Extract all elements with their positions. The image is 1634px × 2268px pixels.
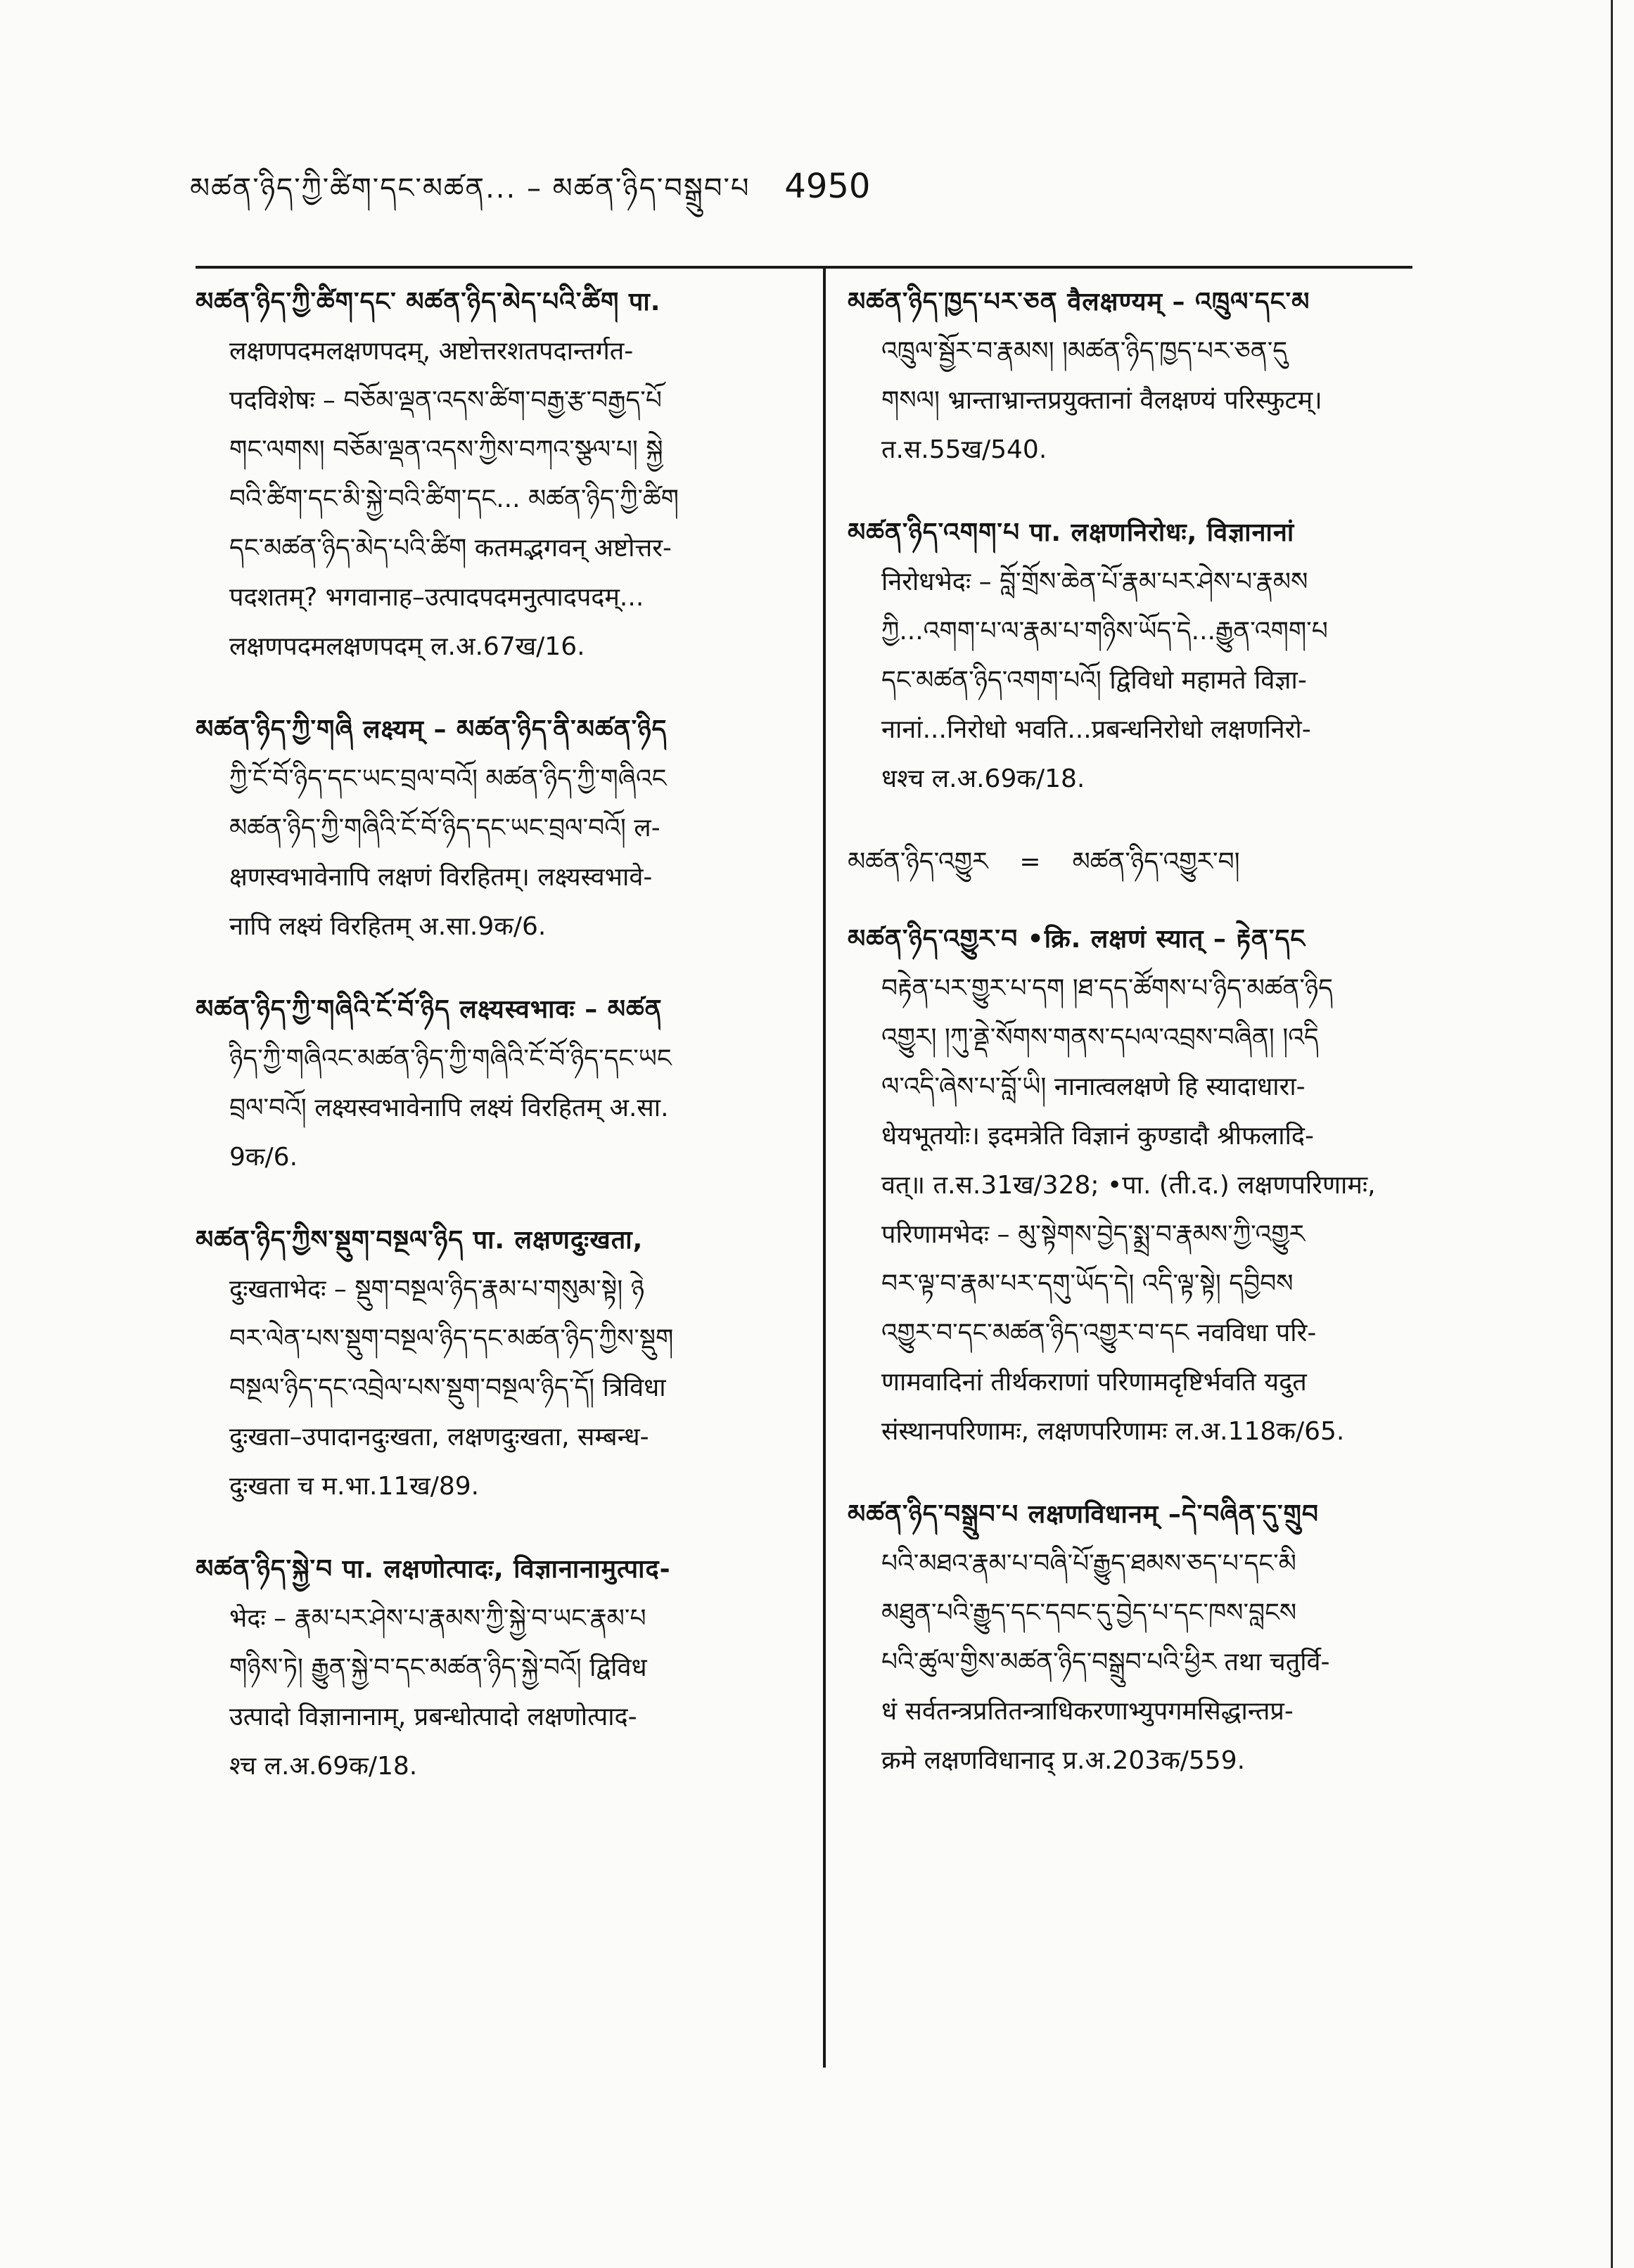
entry-text-line: दुःखताभेदः – སྡུག་བསྔལ་ཉིད་རྣམ་པ་གསུམ་སྟེ། ཉེ — [229, 1275, 644, 1304]
entry-text-line: भेदः – རྣམ་པར་ཤེས་པ་རྣམས་ཀྱི་སྐྱེ་བ་ཡང་རྣམ་པ — [229, 1604, 646, 1633]
entry-text-line: क्षणस्वभावेनापि लक्षणं विरहितम्। लक्ष्यस्वभावे- — [229, 863, 653, 892]
dictionary-entry — [196, 278, 800, 672]
cross-reference-right: མཚན་ཉིད་འགྱུར་བ། — [1072, 847, 1240, 876]
entry-text-line: धं सर्वतन्त्रप्रतितन्त्राधिकरणाभ्युपगमसिद्धान्तप्र- — [881, 1697, 1294, 1726]
entry-headword-line: མཚན་ཉིད་ཀྱིས་སྡུག་བསྔལ་ཉིད पा. लक्षणदुःखता, — [196, 1226, 644, 1255]
page-number: 4950 — [784, 167, 871, 206]
entry-text-line: ལ་འདི་ཞེས་པ་བློ་ཡི། नानात्वलक्षणे हि स्यादाधारा- — [881, 1072, 1306, 1101]
entry-text-line: ཀྱི...འགག་པ་ལ་རྣམ་པ་གཉིས་ཡོད་དེ...རྒྱུན་འགག་པ — [881, 617, 1328, 646]
entry-text-line: མཐུན་པའི་རྒྱུད་དང་དབང་དུ་བྱེད་པ་དང་ཁས་བླངས — [881, 1599, 1297, 1627]
entry-text-line: བྲལ་བའོ། लक्ष्यस्वभावेनापि लक्ष्यं विरहितम् अ.सा. — [229, 1094, 669, 1122]
page-header — [190, 158, 1407, 214]
column-divider — [823, 267, 826, 2068]
entry-text-line: བསྔལ་ཉིད་དང་འབྲེལ་པས་སྡུག་བསྔལ་ཉིད་དོ། त्रिविधा — [229, 1373, 666, 1402]
left-column — [196, 278, 800, 1825]
cross-reference-line — [848, 838, 1453, 887]
entry-text-line: क्रमे लक्षणविधानाद् प्र.अ.203क/559. — [881, 1746, 1246, 1775]
entry-text-line: संस्थानपरिणामः, लक्षणपरिणामः ल.अ.118क/65. — [881, 1417, 1345, 1446]
entry-text-line: པའི་མཐའ་རྣམ་པ་བཞི་པོ་རྒྱུད་ཐམས་ཅད་པ་དང་མི — [881, 1549, 1296, 1578]
page-edge-line — [1611, 0, 1613, 2268]
entry-text-line: ཉིད་ཀྱི་གཞིའང་མཚན་ཉིད་ཀྱི་གཞིའི་ངོ་བོ་ཉིད་དང་ཡང — [229, 1044, 672, 1073]
dictionary-entry — [196, 1545, 800, 1791]
dictionary-entry — [196, 985, 800, 1182]
entry-headword-line: མཚན་ཉིད་སྐྱེ་བ पा. लक्षणोत्पादः, विज्ञानानामुत्पाद- — [196, 1555, 671, 1584]
cross-reference-left: མཚན་ཉིད་འགྱུར — [848, 847, 988, 876]
dictionary-entry — [848, 915, 1453, 1456]
entry-headword-line: མཚན་ཉིད་བསྒྲུབ་པ लक्षणविधानम् –དེ་བཞིན་དུ་གྲུབ — [848, 1500, 1319, 1529]
cross-reference-sign: = — [1019, 847, 1041, 876]
entry-text-line: མཚན་ཉིད་ཀྱི་གཞིའི་ངོ་བོ་ཉིད་དང་ཡང་བྲལ་བའོ། ल- — [229, 814, 660, 843]
dictionary-entry — [196, 1216, 800, 1511]
entry-text-line: णामवादिनां तीर्थकराणां परिणामदृष्टिर्भवति यदुत — [881, 1368, 1307, 1397]
entry-headword-line: མཚན་ཉིད་འགག་པ पा. लक्षणनिरोधः, विज्ञानानां — [848, 518, 1295, 547]
entry-headword-line: མཚན་ཉིད་ཀྱི་གཞི लक्ष्यम् – མཚན་ཉིད་ནི་མཚན་ཉིད — [196, 715, 668, 744]
entry-text-line: འགྱུར། །ཀུ་ནྡེ་སོགས་གནས་དཔལ་འབྲས་བཞིན། །འདི — [881, 1023, 1319, 1052]
entry-text-line: नापि लक्ष्यं विरहितम् अ.सा.9क/6. — [229, 912, 547, 941]
entry-text-line: लक्षणपदमलक्षणपदम् ल.अ.67ख/16. — [229, 632, 585, 661]
entry-text-line: ཀྱི་ངོ་བོ་ཉིད་དང་ཡང་བྲལ་བའོ། མཚན་ཉིད་ཀྱི་གཞིའང — [229, 764, 667, 793]
entry-text-line: གཉིས་ཏེ། རྒྱུན་སྐྱེ་བ་དང་མཚན་ཉིད་སྐྱེ་བའོ། द्विविध — [229, 1653, 647, 1682]
entry-headword-line: མཚན་ཉིད་ཀྱི་གཞིའི་ངོ་བོ་ཉིད लक्ष्यस्वभावः – མཚན — [196, 995, 663, 1024]
entry-text-line: धेयभूतयोः। इदमत्रेति विज्ञानं कुण्डादौ श्रीफलादि- — [881, 1122, 1314, 1151]
entry-text-line: लक्षणपदमलक्षणपदम्, अष्टोत्तरशतपदान्तर्गत- — [229, 337, 634, 366]
entry-text-line: दुःखता च म.भा.11ख/89. — [229, 1472, 480, 1501]
dictionary-entry — [196, 705, 800, 952]
entry-text-line: नानां...निरोधो भवति...प्रबन्धनिरोधो लक्षणनिरो- — [881, 715, 1311, 744]
entry-text-line: འགྱུར་བ་དང་མཚན་ཉིད་འགྱུར་བ་དང नवविधा परि- — [881, 1319, 1317, 1347]
entry-text-line: वत्॥ त.स.31ख/328; •पा. (ती.द.) लक्षणपरिणामः, — [881, 1171, 1376, 1200]
entry-text-line: 9क/6. — [229, 1143, 298, 1172]
entry-text-line: श्च ल.अ.69क/18. — [229, 1752, 418, 1781]
entry-text-line: པའི་ཚུལ་གྱིས་མཚན་ཉིད་བསྒྲུབ་པའི་ཕྱིར तथा चतुर्वि- — [881, 1648, 1330, 1677]
entry-headword-line: མཚན་ཉིད་ཀྱི་ཚིག་དང་ མཚན་ཉིད་མེད་པའི་ཚིག पा. — [196, 288, 661, 316]
entry-text-line: བརྟེན་པར་གྱུར་པ་དག །ཐ་དད་ཚོགས་པ་ཉིད་མཚན་ཉིད — [881, 974, 1334, 1003]
entry-text-line: བར་ལེན་པས་སྡུག་བསྔལ་ཉིད་དང་མཚན་ཉིད་ཀྱིས་སྡུག — [229, 1324, 674, 1353]
entry-text-line: त.स.55ख/540. — [881, 435, 1047, 464]
entry-text-line: བའི་ཚིག་དང་མི་སྐྱེ་བའི་ཚིག་དང... མཚན་ཉིད་ཀྱི་ཚིག — [229, 485, 679, 513]
entry-text-line: उत्पादो विज्ञानानाम्, प्रबन्धोत्पादो लक्षणोत्पाद- — [229, 1703, 637, 1731]
entry-text-line: पदशतम्? भगवानाह–उत्पादपदमनुत्पादपदम्... — [229, 583, 644, 612]
entry-text-line: परिणामभेदः – མུ་སྟེགས་བྱེད་སྨྲ་བ་རྣམས་ཀྱི་འགྱུར — [881, 1220, 1306, 1249]
entry-text-line: གསལ། भ्रान्ताभ्रान्तप्रयुक्तानां वैलक्षण्यं परिस्फुटम्। — [881, 386, 1322, 415]
entry-text-line: दुःखता–उपादानदुःखता, लक्षणदुःखता, सम्बन्ध- — [229, 1423, 649, 1452]
dictionary-entry — [848, 278, 1453, 475]
dictionary-entry — [848, 508, 1453, 804]
running-head: མཚན་ཉིད་ཀྱི་ཚིག་དང་མཚན... – མཚན་ཉིད་བསྒྲུབ་པ — [190, 172, 751, 205]
entry-text-line: निरोधभेदः – བློ་གྲོས་ཆེན་པོ་རྣམ་པར་ཤེས་པ་རྣམས — [881, 568, 1308, 596]
right-column — [848, 278, 1453, 1819]
entry-text-line: धश्च ल.अ.69क/18. — [881, 764, 1085, 793]
entry-text-line: གང་ལགས། བཅོམ་ལྡན་འདས་ཀྱིས་བཀའ་སྩལ་པ། སྐྱེ — [229, 435, 663, 464]
entry-text-line: བར་ལྟ་བ་རྣམ་པར་དགུ་ཡོད་དེ། འདི་ལྟ་སྟེ། དབྱིབས — [881, 1269, 1294, 1298]
entry-headword-line: མཚན་ཉིད་འགྱུར་བ •क्रि. लक्षणं स्यात् – རྟེན་དང — [848, 925, 1306, 954]
entry-text-line: དང་མཚན་ཉིད་འགག་པའོ། द्विविधो महामते विज्ञा- — [881, 666, 1307, 695]
entry-text-line: དང་མཚན་ཉིད་མེད་པའི་ཚིག कतमद्भगवन् अष्टोत्तर- — [229, 534, 672, 563]
entry-text-line: འཁྲུལ་སྦྱོར་བ་རྣམས། །མཚན་ཉིད་ཁྱད་པར་ཅན་དུ — [881, 337, 1288, 366]
dictionary-entry — [848, 1490, 1453, 1786]
header-rule — [196, 266, 1412, 269]
entry-text-line: पदविशेषः – བཅོམ་ལྡན་འདས་ཚིག་བརྒྱ་རྩ་བརྒྱད་པོ — [229, 386, 662, 415]
entry-headword-line: མཚན་ཉིད་ཁྱད་པར་ཅན वैलक्षण्यम् – འཁྲུལ་དང་མ — [848, 288, 1310, 316]
